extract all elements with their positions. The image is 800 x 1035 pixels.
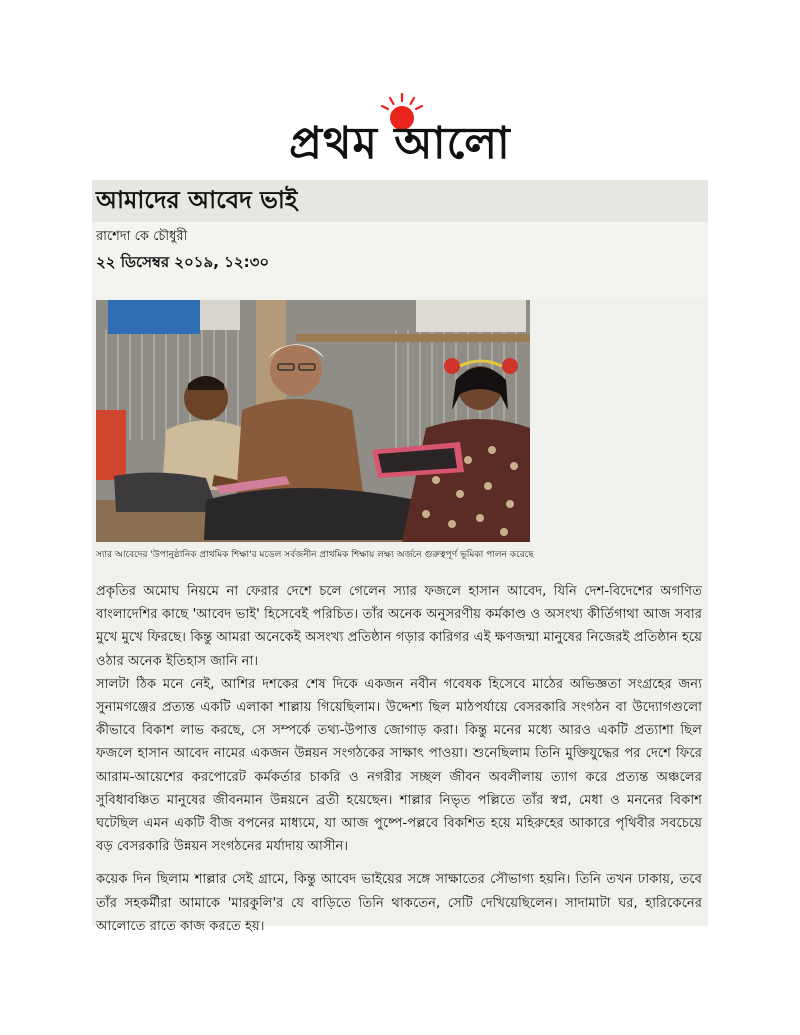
paragraph: সালটা ঠিক মনে নেই, আশির দশকের শেষ দিকে একজন নবীন গবেষক হিসেবে মাঠের অভিজ্ঞতা সংগ্রহের জন্য সুনামগঞ্জের প্রত্যন্ত একটি এলাকা শাল্লায় গিয়েছিলাম। উদ্দেশ্য ছিল মাঠপর্যায়ে বেসরকারি সংগঠন বা উদ্যোগগুলো কীভাবে বিকাশ লাভ করছে, সে সম্পর্কে তথ্য-উপাত্ত জোগাড় করা। কিন্তু মনের মধ্যে আরও একটি প্রত্যাশা ছিল ফজলে হাসান আবেদ নামের একজন উন্নয়ন সংগঠকের সাক্ষাৎ পাওয়া। শুনেছিলাম তিনি মুক্তিযুদ্ধের পর দেশে ফিরে আরাম-আয়েশের করপোরেট কর্মকর্তার চাকরি ও নগরীর সচ্ছল জীবন অবলীলায় ত্যাগ করে প্রত্যন্ত অঞ্চলের সুবিধাবঞ্চিত মানুষের জীবনমান উন্নয়নে ব্রতী হয়েছেন। শাল্লার নিভৃত পল্লিতে তাঁর স্বপ্ন, মেধা ও মননের বিকাশ ঘটেছিল এমন একটি বীজ বপনের মাধ্যমে, যা আজ পুষ্পে-পল্লবে বিকশিত হয়ে মহিরুহের আকারে পৃথিবীর সবচেয়ে বড় বেসরকারি উন্নয়ন সংগঠনের মর্যাদায় আসীন। bbox=[96, 676, 702, 855]
title-bar bbox=[92, 180, 708, 222]
paragraph: কয়েক দিন ছিলাম শাল্লার সেই গ্রামে, কিন্তু আবেদ ভাইয়ের সঙ্গে সাক্ষাতের সৌভাগ্য হয়নি। তিনি তখন ঢাকায়, তবে তাঁর সহকর্মীরা আমাকে 'মারকুলি'র যে বাড়িতে তিনি থাকতেন, সেটি দেখিয়েছিলেন। সাদামাটা ঘর, হারিকেনের আলোতে রাতে কাজ করতে হয়। bbox=[96, 872, 702, 934]
masthead-logo[interactable]: প্রথম আলো bbox=[289, 118, 511, 169]
article-title: আমাদের আবেদ ভাই bbox=[96, 186, 298, 214]
article-body bbox=[96, 580, 702, 938]
article-meta bbox=[92, 222, 708, 298]
photo-caption: স্যার আবেদের 'উপানুষ্ঠানিক প্রাথমিক শিক্ষা'র মডেল সর্বজনীন প্রাথমিক শিক্ষায় লক্ষ্য অর্জনে গুরুত্বপূর্ণ ভূমিকা পালন করেছে bbox=[96, 550, 534, 560]
masthead bbox=[0, 88, 800, 174]
article bbox=[92, 180, 708, 934]
paragraph: প্রকৃতির অমোঘ নিয়মে না ফেরার দেশে চলে গেলেন স্যার ফজলে হাসান আবেদ, যিনি দেশ-বিদেশের অগণিত বাংলাদেশির কাছে 'আবেদ ভাই' হিসেবেই পরিচিত। তাঁর অনেক অনুসরণীয় কর্মকাণ্ড ও অসংখ্য কীর্তিগাথা আজ সবার মুখে মুখে ফিরছে। কিন্তু আমরা অনেকেই অসংখ্য প্রতিষ্ঠান গড়ার কারিগর এই ক্ষণজন্মা মানুষের নিজেরই প্রতিষ্ঠান হয়ে ওঠার অনেক ইতিহাস জানি না। bbox=[96, 584, 702, 669]
publish-date: ২২ ডিসেম্বর ২০১৯, ১২:৩০ bbox=[96, 253, 270, 271]
article-photo bbox=[96, 300, 530, 542]
article-photo-illustration bbox=[96, 300, 530, 542]
author-name: রাশেদা কে চৌধুরী bbox=[96, 229, 188, 244]
